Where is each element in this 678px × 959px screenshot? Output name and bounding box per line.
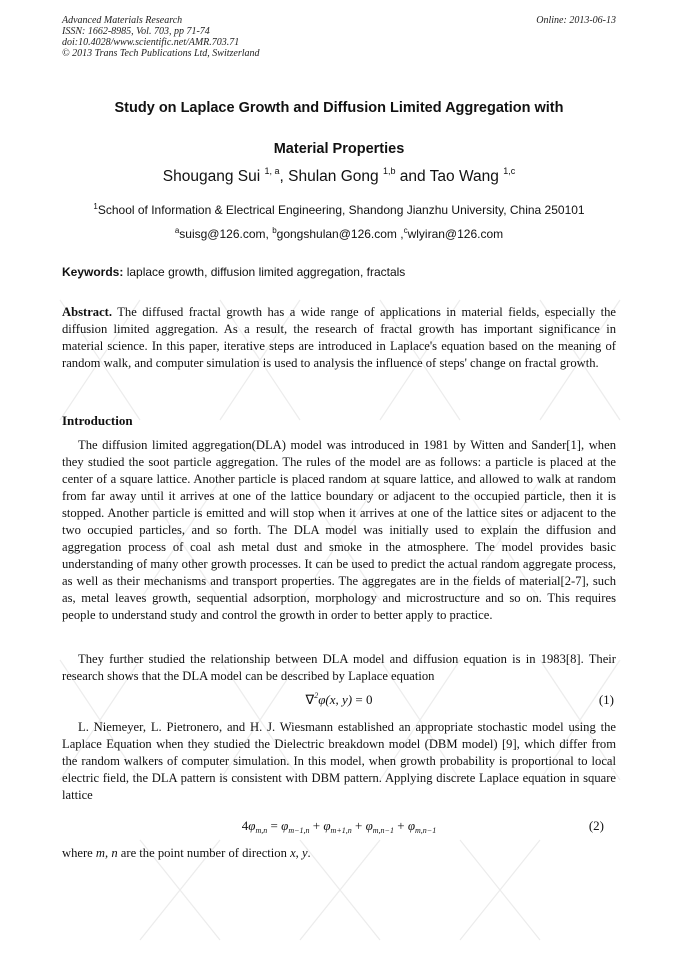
journal-doi: doi:10.4028/www.scientific.net/AMR.703.71 — [62, 37, 240, 48]
affiliation — [62, 202, 616, 218]
author-3-name: Tao Wang — [429, 168, 499, 185]
email-a[interactable]: suisg@126.com — [179, 227, 266, 241]
intro-paragraph-4 — [62, 845, 616, 862]
keywords — [62, 264, 616, 280]
p4-xy: x, y — [290, 846, 308, 860]
title-line-1: Study on Laplace Growth and Diffusion Limited Aggregation with — [114, 100, 564, 116]
paper-title — [62, 88, 616, 170]
equation-2-number: (2) — [588, 818, 604, 833]
equation-1-number: (1) — [598, 692, 614, 707]
online-date: Online: 2013-06-13 — [536, 15, 616, 26]
intro-paragraph-1: The diffusion limited aggregation(DLA) model was introduced in 1981 by Witten and Sander[1], when they studied the soot particle aggregation. The rules of the model are as follows: a particle is placed at the center of a square lattice. Another particle is placed random at square lattice, and allowed to walk at random from far away until it arrives at one of the lattice boundary or adjacent to the occupied particle, then it is stopped. Another particle is emitted and will stop when it arrives at one of the lattice sites or adjacent to the two occupied particles, and so forth. The DLA model was initially used to explain the diffusion and aggregation process of coal ash metal dust and smoke in the atmosphere. The model provides basic understanding of many other growth processes. It can be used to predict the actual random aggregate process, as well as their mechanisms and transport properties. The aggregates are in the fields of material[2-7], such as, metal leaves growth, sequential adsorption, morphology and microstructure and so on. This requires people to understand study and control the growth in order to better apply to practice. — [62, 438, 616, 622]
affiliation-sup: 1 — [93, 202, 98, 211]
abstract — [62, 304, 616, 372]
abstract-text: The diffused fractal growth has a wide range of applications in material fields, especially the diffusion limited aggregation. As a result, the research of fractal growth has important significance in material science. In this paper, iterative steps are introduced in Laplace's equation based on the meaning of random walk, and computer simulation is used to analysis the influence of steps' change on fractal growth. — [62, 305, 616, 370]
author-and: and — [399, 168, 426, 185]
author-1-name: Shougang Sui — [162, 168, 261, 185]
intro-paragraph-2: They further studied the relationship between DLA model and diffusion equation is in 1983[8]. Their research shows that the DLA model can be described by Laplace equation — [62, 652, 616, 683]
affiliation-text: School of Information & Electrical Engineering, Shandong Jianzhu University, China 250101 — [97, 203, 585, 217]
abstract-label: Abstract. — [62, 305, 113, 319]
p4-mid: are the point number of direction — [120, 846, 287, 860]
author-list: Shougang Sui $^{1, a}$, Shulan Gong $^{1,b}$ and Tao Wang $^{1,c}$ — [162, 166, 516, 185]
equation-1-formula: ∇$^2$φ(x, y) = 0 — [305, 691, 373, 707]
keywords-label: Keywords: — [62, 265, 124, 279]
p4-end: . — [307, 846, 311, 860]
author-1-sup: 1, a — [264, 166, 280, 176]
intro-paragraph-3: L. Niemeyer, L. Pietronero, and H. J. Wiesmann established an appropriate stochastic model using the Laplace Equation when they studied the Dielectric breakdown model (DBM model) [9], which differ from the random walkers of computer simulation. In this model, when growth probability is proportional to local electric field, the DLA pattern is consistent with DBM pattern. Applying discrete Laplace equation in square lattice — [62, 720, 616, 802]
email-a-sup: a — [174, 226, 180, 235]
email-c[interactable]: wlyiran@126.com — [407, 227, 504, 241]
p4-mn: m, n — [95, 846, 118, 860]
journal-copyright: © 2013 Trans Tech Publications Ltd, Switzerland — [62, 48, 260, 59]
author-2-sup: 1,b — [382, 166, 396, 176]
section-heading-introduction: Introduction — [62, 413, 133, 428]
journal-issn: ISSN: 1662-8985, Vol. 703, pp 71-74 — [62, 26, 210, 37]
journal-name: Advanced Materials Research — [62, 15, 183, 26]
keywords-text: laplace growth, diffusion limited aggregation, fractals — [126, 265, 406, 279]
journal-header — [62, 15, 616, 59]
email-c-sup: c — [403, 226, 408, 235]
equation-2-formula: $4\varphi_{m,n} = \varphi_{m-1,n} + \varphi_{m+1,n} + \varphi_{m,n-1} + \varphi_{m,n-1}$ — [241, 818, 437, 835]
author-emails: $^a$suisg@126.com, $^b$gongshulan@126.com ,$^c$wlyiran@126.com — [174, 226, 504, 241]
author-3-sup: 1,c — [503, 166, 516, 176]
author-2-name: Shulan Gong — [288, 168, 379, 185]
email-b-sup: b — [272, 226, 277, 235]
title-line-2: Material Properties — [273, 141, 405, 157]
email-b[interactable]: gongshulan@126.com — [276, 227, 397, 241]
p4-start: where — [62, 846, 93, 860]
